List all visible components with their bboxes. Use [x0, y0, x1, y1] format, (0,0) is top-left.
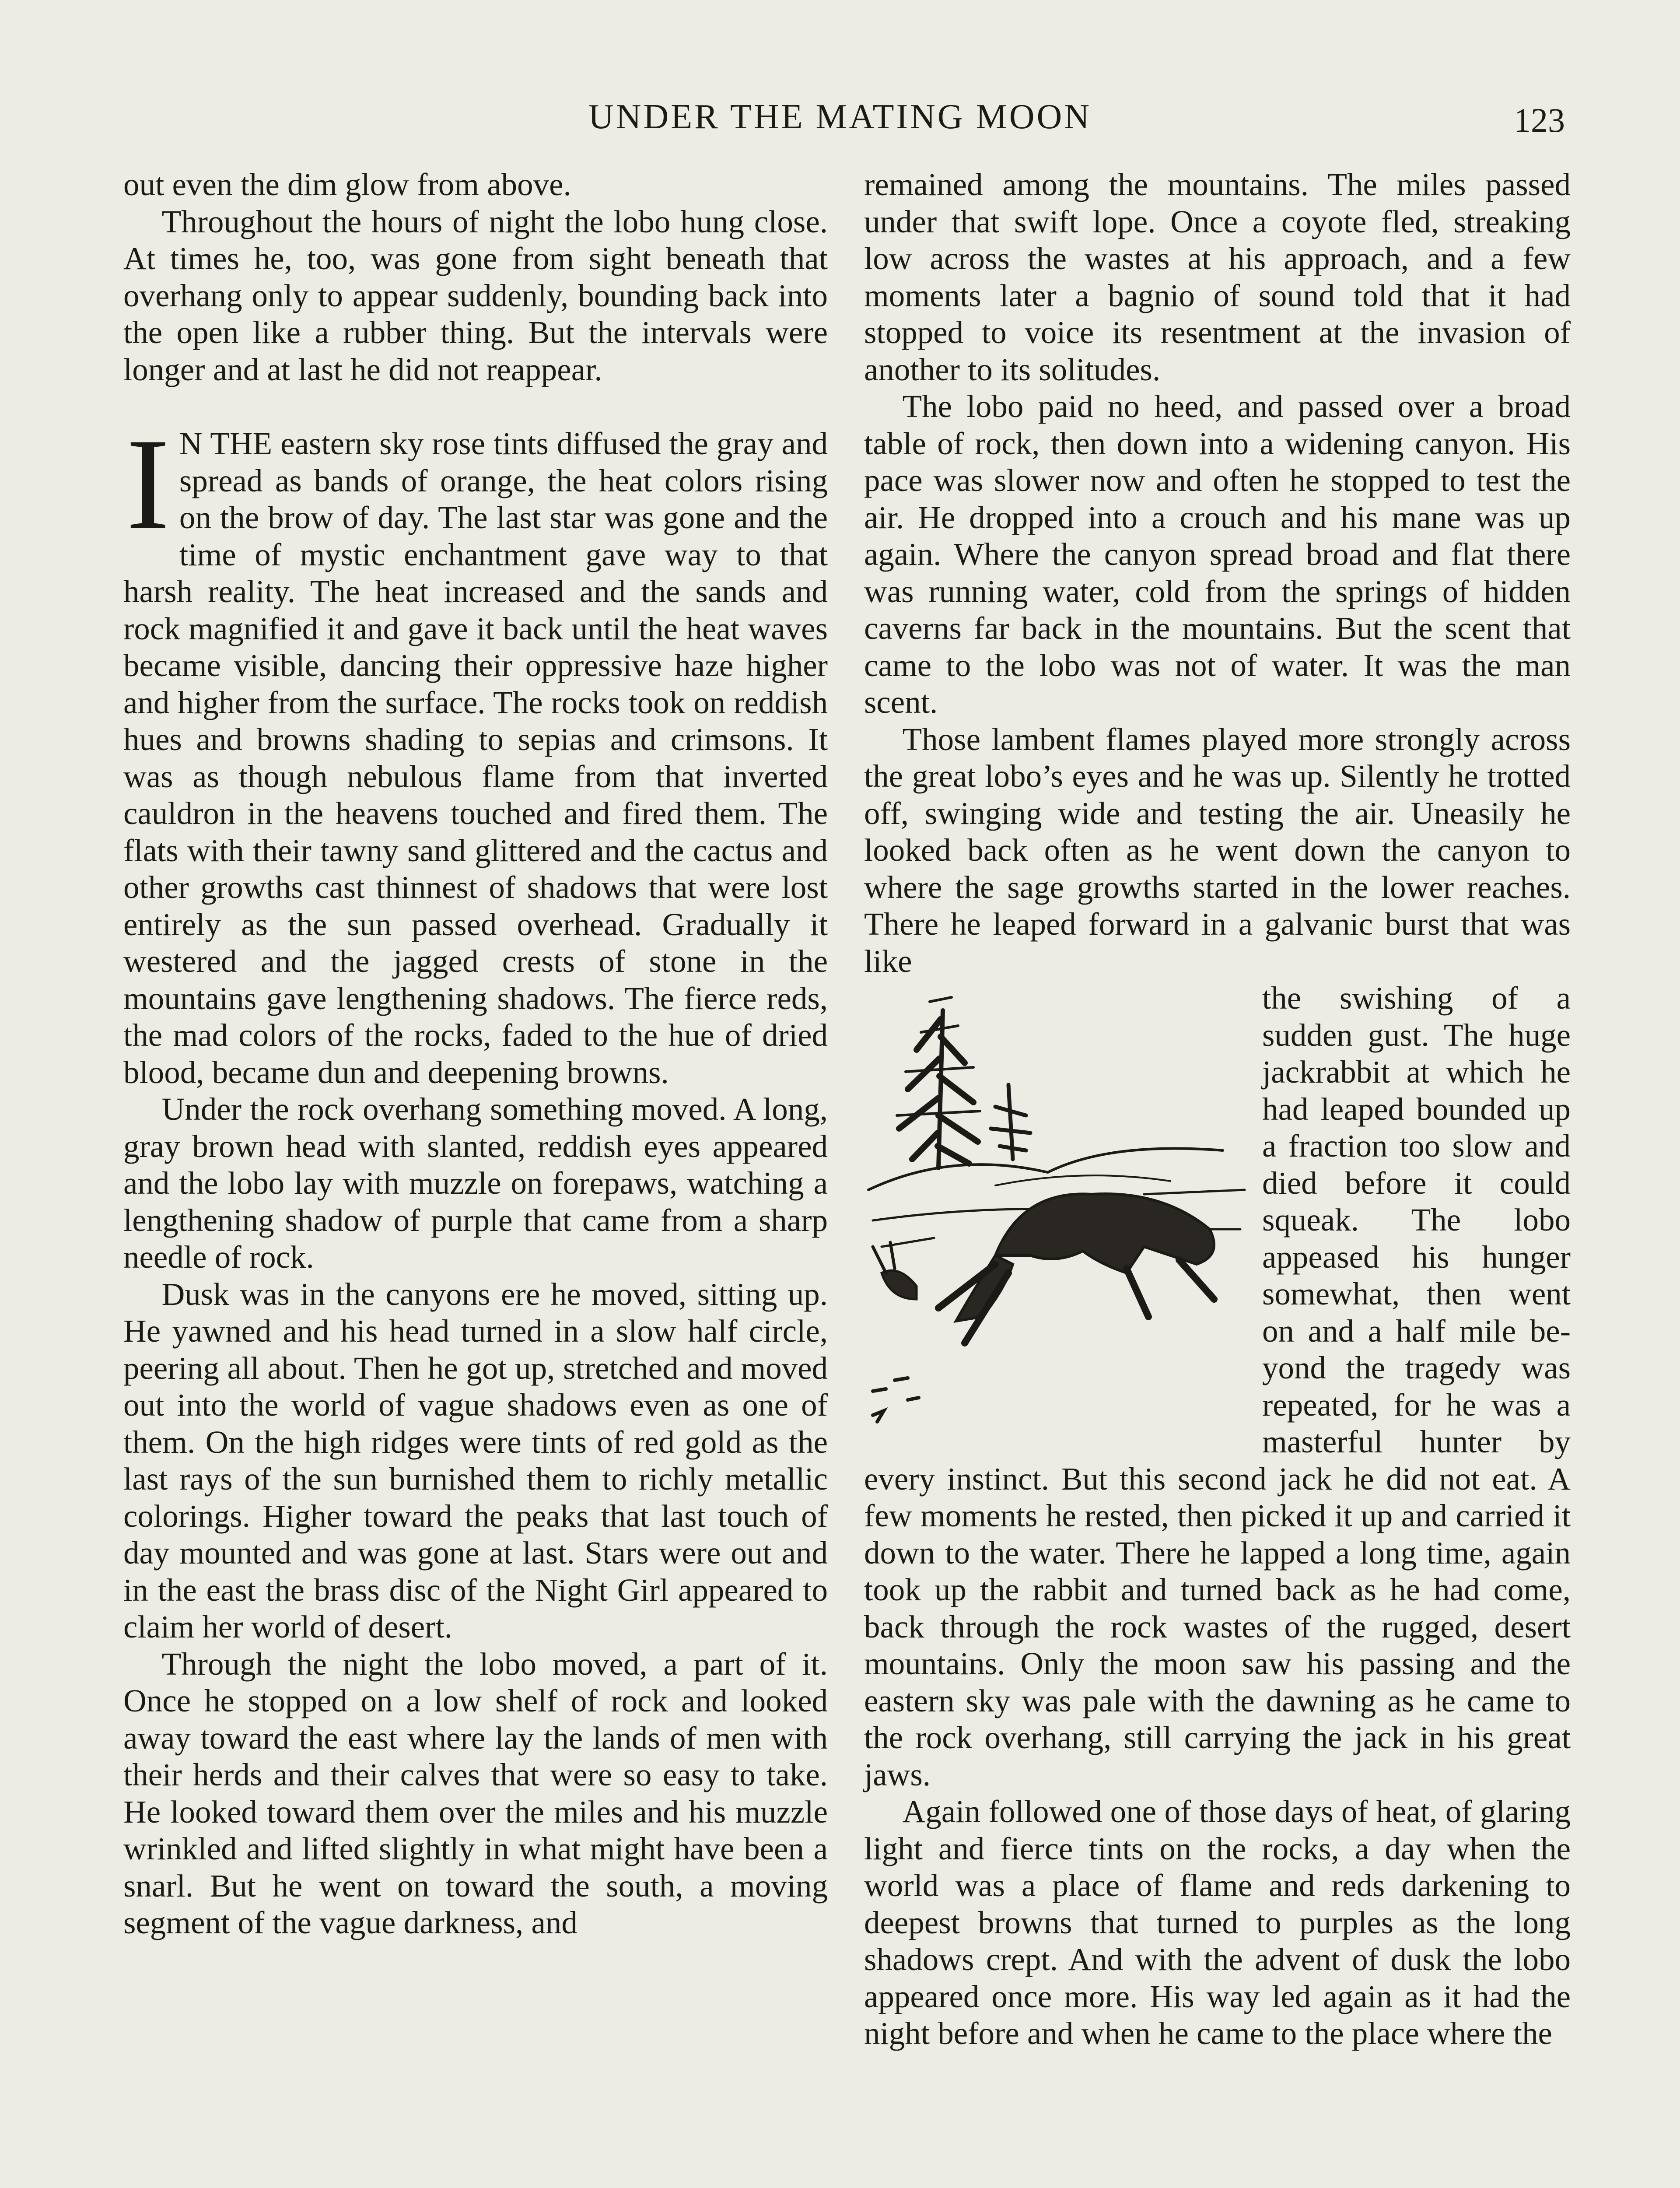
paragraph: Under the rock overhang something moved. A long, gray brown head with slanted, reddish eyes appeared and the lobo lay with muzzle on forepaws, watching a lengthening shadow of purple that came from a sharp needle of rock.	[123, 1091, 828, 1275]
paragraph: Through the night the lobo moved, a part of it. Once he stopped on a low shelf of rock and looked away toward the east where lay the lands of men with their herds and their calves that were so easy to take. He looked toward them over the miles and his muzzle wrinkled and lifted slightly in what might have been a snarl. But he went on toward the south, a moving segment of the vague darkness, and	[123, 1646, 828, 1940]
paragraph: the swishing of a sudden gust. The huge jackrabbit at which he had leaped bounded up a fraction too slow and died before it could squeak. The lobo appeased his hunger somewhat, then went on and a half mile beyond the tragedy was repeated, for he was a masterful hunter by every instinct. But this second jack he did not eat. A few moments he rested, then picked it up and carried it down to the water. There he lapped a long time, again took up the rabbit and turned back as he had come, back through the rock wastes of the rugged, desert mountains. Only the moon saw his passing and the eastern sky was pale with the dawning as he came to the rock overhang, still carrying the jack in his great jaws.	[864, 980, 1571, 1792]
paragraph: remained among the mountains. The miles passed under that swift lope. Once a coyote fled, streaking low across the wastes at his approach, and a few moments later a bagnio of sound told that it had stopped to voice its resentment at the invasion of another to its solitudes.	[864, 167, 1571, 387]
lobo-hunting-illustration	[864, 984, 1249, 1435]
paragraph-text: N THE eastern sky rose tints diffused the gray and spread as bands of orange, the heat colors rising on the brow of day. The last star was gone and the time of mystic enchantment gave way to that harsh reality. The heat increased and the sands and rock magnified it and gave it back until the heat waves became visible, dancing their oppressive haze higher and higher from the surface. The rocks took on reddish hues and browns shading to sepias and crimsons. It was as though nebulous flame from that inverted cauldron in the heavens touched and fired them. The flats with their tawny sand glittered and the cactus and other growths cast thinnest of shadows that were lost entirely as the sun passed overhead. Gradually it westered and the jagged crests of stone in the mountains gave lengthening shadows. The fierce reds, the mad colors of the rocks, faded to the hue of dried blood, became dun and deepening browns.	[123, 426, 828, 1090]
page-number: 123	[1514, 101, 1565, 139]
paragraph: Dusk was in the canyons ere he moved, sitting up. He yawned and his head turned in a slow half circle, peering all about. Then he got up, stretched and moved out into the world of vague shadows even as one of them. On the high ridges were tints of red gold as the last rays of the sun burnished them to richly metallic colorings. Higher toward the peaks that last touch of day mounted and was gone at last. Stars were out and in the east the brass disc of the Night Girl appeared to claim her world of desert.	[123, 1276, 828, 1645]
paragraph: out even the dim glow from above.	[123, 167, 571, 202]
paragraph: Again followed one of those days of heat, of glaring light and fierce tints on the rocks, a day when the world was a place of flame and reds darkening to deepest browns that turned to purples as the long shadows crept. And with the advent of dusk the lobo appeared once more. His way led again as it had the night before and when he came to the place where the	[864, 1794, 1571, 2051]
drop-cap: I	[126, 411, 170, 557]
paragraph: The lobo paid no heed, and passed over a broad table of rock, then down into a widening canyon. His pace was slower now and often he stopped to test the air. He dropped into a crouch and his mane was up again. Where the canyon spread broad and flat there was running water, cold from the springs of hidden caverns far back in the mountains. But the scent that came to the lobo was not of water. It was the man scent.	[864, 389, 1571, 720]
right-column	[864, 166, 1571, 2052]
running-title: UNDER THE MATING MOON	[588, 98, 1092, 136]
paragraph: Throughout the hours of night the lobo hung close. At times he, too, was gone from sight beneath that overhang only to appear suddenly, bounding back into the open like a rubber thing. But the intervals were longer and at last he did not reappear.	[123, 203, 828, 387]
section-opening-paragraph	[123, 411, 828, 1091]
paragraph: Those lambent flames played more strongly across the great lobo’s eyes and he was up. Silently he trotted off, swinging wide and testing the air. Uneasily he looked back often as he went down the canyon to where the sage growths started in the lower reaches. There he leaped forward in a galvanic burst that was like	[864, 721, 1571, 979]
left-column	[123, 166, 828, 1942]
